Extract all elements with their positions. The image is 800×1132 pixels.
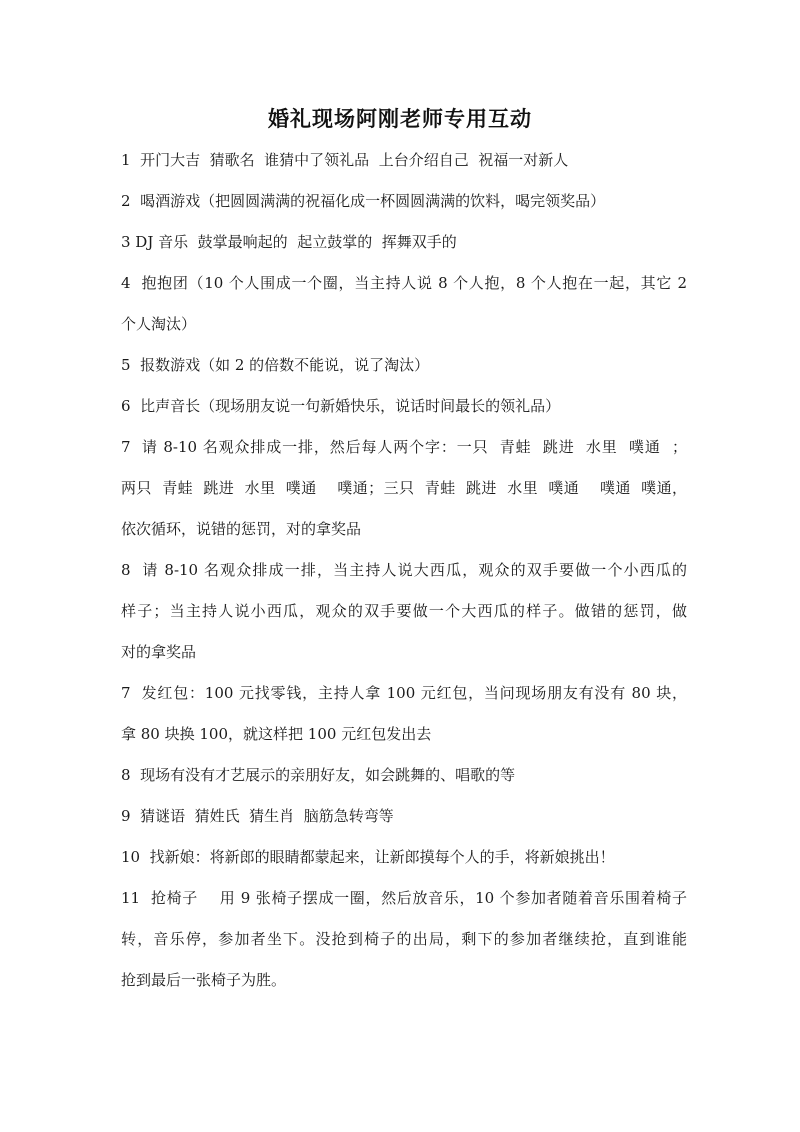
body-line-12: 样子；当主持人说小西瓜，观众的双手要做一个大西瓜的样子。做错的惩罚，做 [121,602,687,620]
document-body [121,148,687,1009]
body-line-5: 个人淘汰） [121,315,197,333]
body-line-9: 两只 青蛙 跳进 水里 噗通 噗通；三只 青蛙 跳进 水里 噗通 噗通 噗通， [121,479,687,497]
body-line-4: 4 抱抱团（10 个人围成一个圈，当主持人说 8 个人抱，8 个人抱在一起，其它 2 [121,274,687,292]
body-line-16: 8 现场有没有才艺展示的亲朋好友，如会跳舞的、唱歌的等 [121,766,516,784]
body-line-19: 11 抢椅子 用 9 张椅子摆成一圈，然后放音乐，10 个参加者随着音乐围着椅子 [121,889,687,907]
body-line-14: 7 发红包：100 元找零钱，主持人拿 100 元红包，当问现场朋友有没有 80 块， [121,684,687,702]
body-line-13: 对的拿奖品 [121,643,197,661]
document-title: 婚礼现场阿刚老师专用互动 [268,106,532,131]
body-line-1: 1 开门大吉 猜歌名 谁猜中了领礼品 上台介绍自己 祝福一对新人 [121,151,569,169]
body-line-6: 5 报数游戏（如 2 的倍数不能说，说了淘汰） [121,356,430,374]
body-line-17: 9 猜谜语 猜姓氏 猜生肖 脑筋急转弯等 [121,807,394,825]
body-line-18: 10 找新娘：将新郎的眼睛都蒙起来，让新郎摸每个人的手，将新娘挑出！ [121,848,615,866]
body-line-2: 2 喝酒游戏（把圆圆满满的祝福化成一杯圆圆满满的饮料，喝完领奖品） [121,192,606,210]
body-line-15: 拿 80 块换 100，就这样把 100 元红包发出去 [121,725,432,743]
body-line-21: 抢到最后一张椅子为胜。 [121,971,287,989]
body-line-20: 转，音乐停，参加者坐下。没抢到椅子的出局，剩下的参加者继续抢，直到谁能 [121,930,687,948]
body-line-8: 7 请 8-10 名观众排成一排，然后每人两个字：一只 青蛙 跳进 水里 噗通 ； [121,438,687,456]
body-line-7: 6 比声音长（现场朋友说一句新婚快乐，说话时间最长的领礼品） [121,397,561,415]
body-line-11: 8 请 8-10 名观众排成一排，当主持人说大西瓜，观众的双手要做一个小西瓜的 [121,561,687,579]
body-line-3: 3 DJ 音乐 鼓掌最响起的 起立鼓掌的 挥舞双手的 [121,233,457,251]
body-line-10: 依次循环，说错的惩罚，对的拿奖品 [121,520,362,538]
